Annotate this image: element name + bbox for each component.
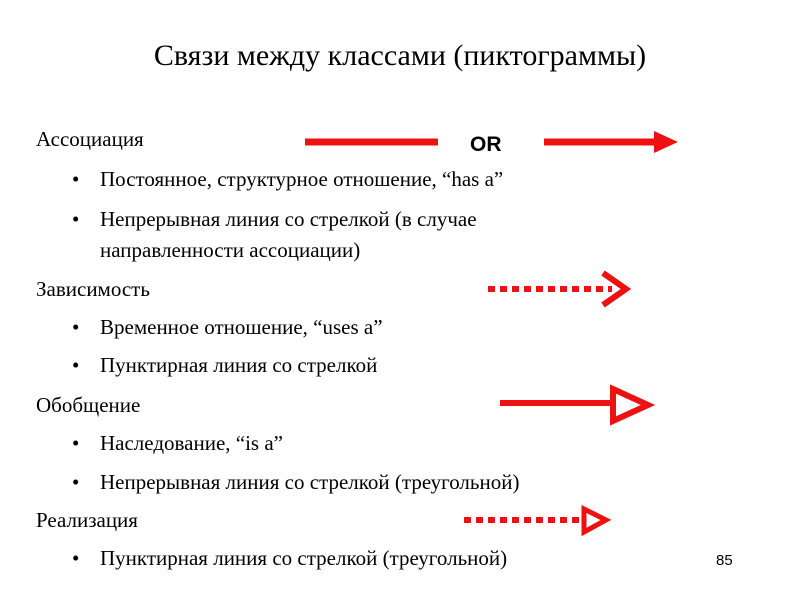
bullet-icon: •	[72, 470, 80, 494]
list-item-text: Временное отношение, “uses a”	[100, 315, 383, 339]
dotted-triangle-arrow-icon	[464, 509, 606, 532]
dotted-arrow-icon	[488, 273, 626, 305]
heading-realization: Реализация	[36, 508, 138, 532]
heading-dependency: Зависимость	[36, 277, 150, 301]
bullet-icon: •	[72, 353, 80, 377]
bullet-icon: •	[72, 431, 80, 455]
bullet-icon: •	[72, 315, 80, 339]
bullet-icon: •	[72, 167, 80, 191]
heading-generalization: Обобщение	[36, 393, 141, 417]
list-item-text: Непрерывная линия со стрелкой (треугольной)	[100, 470, 520, 494]
list-item-text: Пунктирная линия со стрелкой	[100, 353, 378, 377]
list-item-text: Пунктирная линия со стрелкой (треугольной)	[100, 546, 508, 570]
list-item-text: направленности ассоциации)	[100, 238, 361, 262]
heading-association: Ассоциация	[36, 127, 144, 151]
or-label: OR	[470, 133, 502, 156]
bullet-icon: •	[72, 207, 80, 231]
bullet-icon: •	[72, 546, 80, 570]
solid-arrow-icon	[544, 131, 678, 153]
slide-title: Связи между классами (пиктограммы)	[153, 39, 647, 72]
page-number: 85	[716, 552, 733, 569]
list-item-text: Непрерывная линия со стрелкой (в случае	[100, 207, 477, 231]
solid-triangle-arrow-icon	[500, 389, 648, 421]
list-item-text: Постоянное, структурное отношение, “has a”	[100, 167, 504, 191]
list-item-text: Наследование, “is a”	[100, 431, 283, 455]
